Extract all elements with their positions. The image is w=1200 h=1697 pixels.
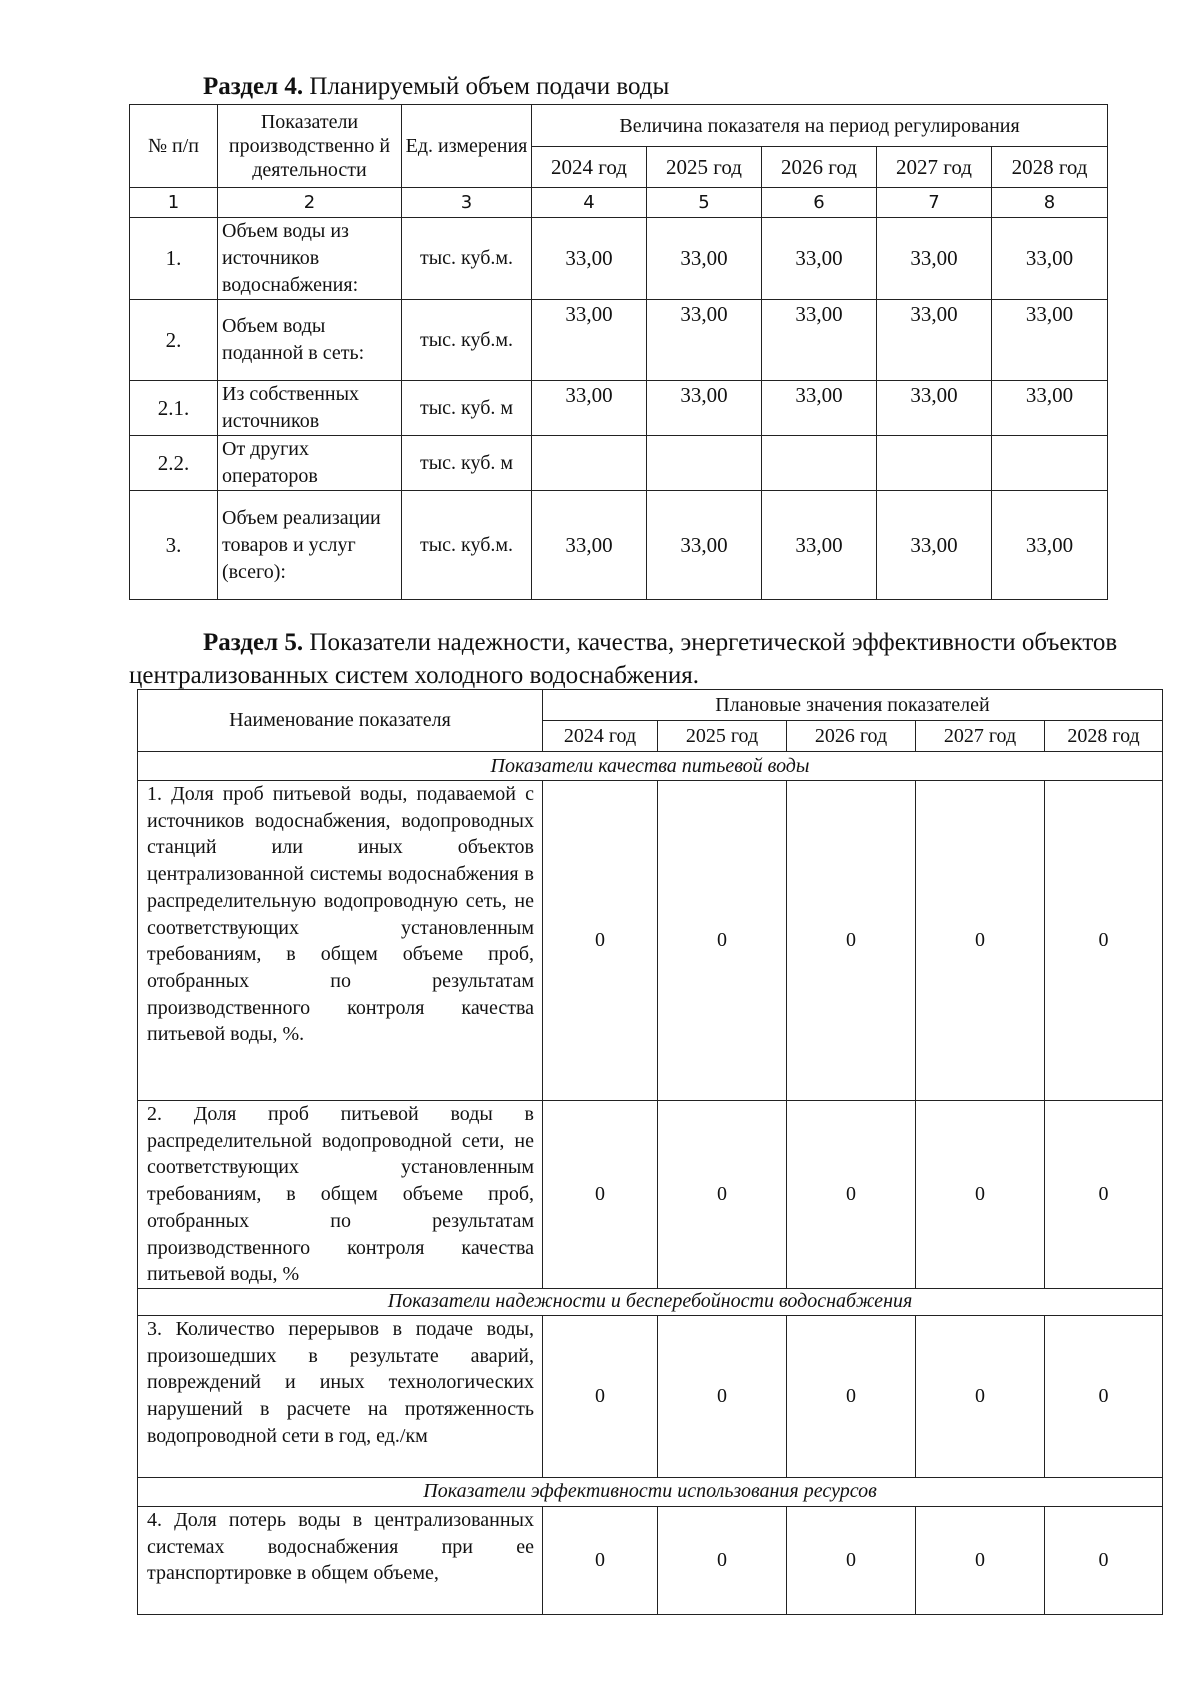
header-no: № п/п xyxy=(130,105,218,188)
row-value xyxy=(992,436,1108,491)
column-index: 8 xyxy=(992,188,1108,218)
indicator-value: 0 xyxy=(1045,1315,1163,1477)
indicator-value: 0 xyxy=(916,1315,1045,1477)
quality-indicators-table xyxy=(137,689,1163,1615)
row-value: 33,00 xyxy=(992,491,1108,600)
row-number: 1. xyxy=(130,218,218,300)
header-unit: Ед. измерения xyxy=(402,105,532,188)
row-name: Объем реализации товаров и услуг (всего): xyxy=(218,491,402,600)
table-row xyxy=(138,1506,1163,1614)
row-value: 33,00 xyxy=(762,300,877,381)
indicator-value: 0 xyxy=(543,1315,658,1477)
row-value xyxy=(877,436,992,491)
header-year: 2025 год xyxy=(658,721,787,752)
row-name: Объем воды поданной в сеть: xyxy=(218,300,402,381)
indicator-value: 0 xyxy=(787,1101,916,1289)
table-row xyxy=(130,300,1108,381)
header-year: 2026 год xyxy=(762,147,877,188)
header-indicator: Показатели производственно й деятельности xyxy=(218,105,402,188)
column-index: 1 xyxy=(130,188,218,218)
column-index: 6 xyxy=(762,188,877,218)
row-value: 33,00 xyxy=(762,218,877,300)
indicator-value: 0 xyxy=(543,1506,658,1614)
column-index: 7 xyxy=(877,188,992,218)
indicator-value: 0 xyxy=(787,1315,916,1477)
row-value: 33,00 xyxy=(877,300,992,381)
row-value: 33,00 xyxy=(532,491,647,600)
section5-heading-title: Показатели надежности, качества, энергетической эффективности объектов xyxy=(303,629,1118,656)
indicator-value: 0 xyxy=(1045,1101,1163,1289)
row-value: 33,00 xyxy=(762,491,877,600)
table-row xyxy=(130,381,1108,436)
header-year: 2026 год xyxy=(787,721,916,752)
table-row xyxy=(138,1101,1163,1289)
indicator-value: 0 xyxy=(658,1506,787,1614)
row-value: 33,00 xyxy=(877,491,992,600)
table-row xyxy=(130,491,1108,600)
header-year: 2024 год xyxy=(532,147,647,188)
row-value: 33,00 xyxy=(762,381,877,436)
header-year: 2027 год xyxy=(877,147,992,188)
section5-heading-line1 xyxy=(203,628,1117,658)
indicator-text: 3. Количество перерывов в подаче воды, произошедших в результате аварий, повреждений и иных технологических нарушений в расчете на протяженность водопроводной сети в год, ед./км xyxy=(138,1315,543,1477)
column-index: 4 xyxy=(532,188,647,218)
indicator-value: 0 xyxy=(916,781,1045,1101)
indicator-value: 0 xyxy=(658,1315,787,1477)
group-reliability: Показатели надежности и бесперебойности водоснабжения xyxy=(138,1288,1163,1315)
row-value: 33,00 xyxy=(647,491,762,600)
row-value: 33,00 xyxy=(877,218,992,300)
row-value: 33,00 xyxy=(992,300,1108,381)
section5-heading-line2: централизованных систем холодного водоснабжения. xyxy=(129,662,699,689)
indicator-value: 0 xyxy=(658,1101,787,1289)
row-value: 33,00 xyxy=(647,381,762,436)
row-unit: тыс. куб.м. xyxy=(402,300,532,381)
row-name: От других операторов xyxy=(218,436,402,491)
table-row xyxy=(130,218,1108,300)
indicator-value: 0 xyxy=(543,781,658,1101)
row-value: 33,00 xyxy=(877,381,992,436)
row-value: 33,00 xyxy=(992,218,1108,300)
section4-heading-number: Раздел 4. xyxy=(203,73,304,100)
header-year: 2028 год xyxy=(992,147,1108,188)
group-efficiency: Показатели эффективности использования ресурсов xyxy=(138,1477,1163,1506)
row-value: 33,00 xyxy=(532,381,647,436)
indicator-value: 0 xyxy=(916,1101,1045,1289)
row-value: 33,00 xyxy=(647,218,762,300)
indicator-text: 1. Доля проб питьевой воды, подаваемой с источников водоснабжения, водопроводных станций или иных объектов централизованной системы водоснабжения в распределительную водопроводную сеть, не соответствующих установленным требованиям, в общем объеме проб, отобранных по результатам производственного контроля качества питьевой воды, %. xyxy=(138,781,543,1101)
header-year: 2028 год xyxy=(1045,721,1163,752)
row-unit: тыс. куб.м. xyxy=(402,491,532,600)
header-planned-values: Плановые значения показателей xyxy=(543,690,1163,721)
row-unit: тыс. куб. м xyxy=(402,381,532,436)
row-number: 3. xyxy=(130,491,218,600)
section5-heading-number: Раздел 5. xyxy=(203,629,304,656)
indicator-text: 4. Доля потерь воды в централизованных системах водоснабжения при ее транспортировке в общем объеме, xyxy=(138,1506,543,1614)
section4-heading-title: Планируемый объем подачи воды xyxy=(303,73,670,100)
water-supply-volume-table xyxy=(129,104,1108,600)
indicator-value: 0 xyxy=(1045,1506,1163,1614)
row-number: 2. xyxy=(130,300,218,381)
indicator-value: 0 xyxy=(658,781,787,1101)
row-number: 2.2. xyxy=(130,436,218,491)
indicator-value: 0 xyxy=(787,1506,916,1614)
row-value: 33,00 xyxy=(532,218,647,300)
row-value xyxy=(532,436,647,491)
column-index: 3 xyxy=(402,188,532,218)
row-value xyxy=(762,436,877,491)
row-name: Объем воды из источников водоснабжения: xyxy=(218,218,402,300)
indicator-value: 0 xyxy=(787,781,916,1101)
column-index-row xyxy=(130,188,1108,218)
header-period: Величина показателя на период регулирования xyxy=(532,105,1108,147)
header-year: 2027 год xyxy=(916,721,1045,752)
row-unit: тыс. куб. м xyxy=(402,436,532,491)
row-number: 2.1. xyxy=(130,381,218,436)
row-value: 33,00 xyxy=(992,381,1108,436)
section4-heading xyxy=(203,72,669,102)
group-quality: Показатели качества питьевой воды xyxy=(138,752,1163,781)
table-row xyxy=(130,436,1108,491)
header-indicator-name: Наименование показателя xyxy=(138,690,543,752)
indicator-value: 0 xyxy=(916,1506,1045,1614)
indicator-value: 0 xyxy=(1045,781,1163,1101)
indicator-text: 2. Доля проб питьевой воды в распределительной водопроводной сети, не соответствующих установленным требованиям, в общем объеме проб, отобранных по результатам производственного контроля качества питьевой воды, % xyxy=(138,1101,543,1289)
table-row xyxy=(138,1315,1163,1477)
row-value: 33,00 xyxy=(532,300,647,381)
row-unit: тыс. куб.м. xyxy=(402,218,532,300)
column-index: 5 xyxy=(647,188,762,218)
indicator-value: 0 xyxy=(543,1101,658,1289)
column-index: 2 xyxy=(218,188,402,218)
row-name: Из собственных источников xyxy=(218,381,402,436)
row-value: 33,00 xyxy=(647,300,762,381)
header-year: 2025 год xyxy=(647,147,762,188)
header-year: 2024 год xyxy=(543,721,658,752)
table-row xyxy=(138,781,1163,1101)
row-value xyxy=(647,436,762,491)
